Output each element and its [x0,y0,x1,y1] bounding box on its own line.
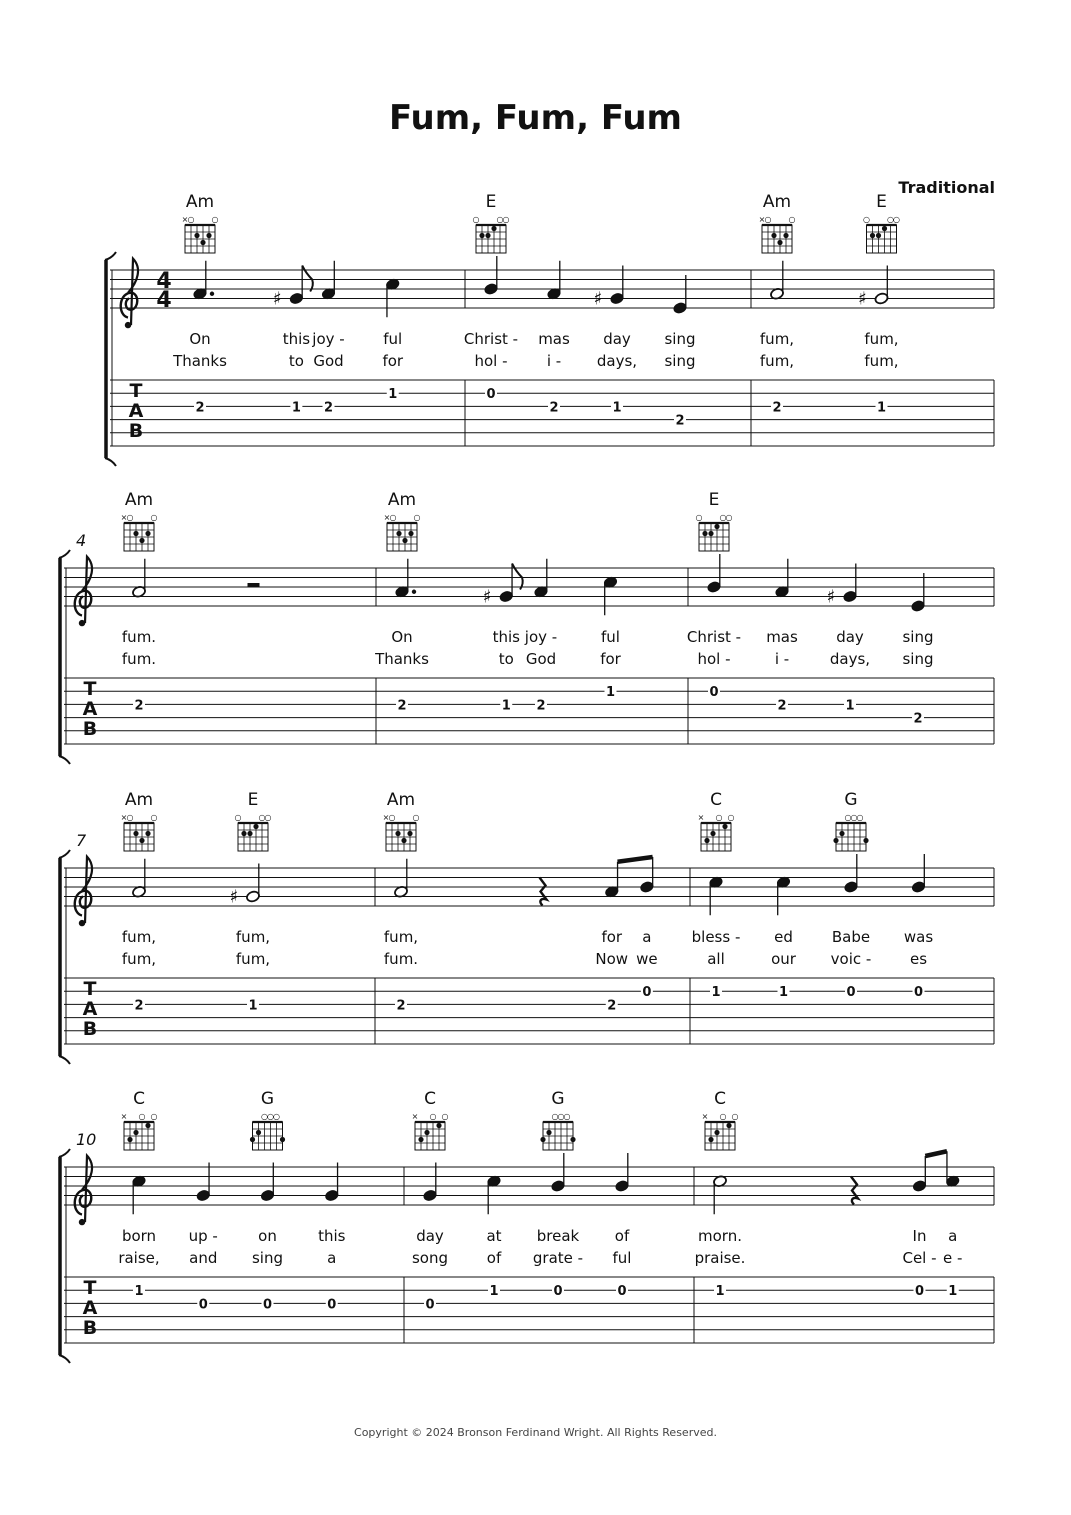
treble-clef-dot [79,920,85,926]
chord-string-mark: ○ [551,1112,559,1121]
time-signature-bottom: 4 [156,288,172,313]
chord-finger-dot [280,1137,285,1142]
chord-name: C [424,1089,436,1109]
lyric-syllable: raise, [118,1249,160,1267]
chord-finger-dot [424,1130,429,1135]
chord-string-mark: ○ [764,215,772,224]
lyric-syllable: God [313,352,344,370]
lyric-syllable: was [903,928,934,946]
lyric-syllable: In [912,1227,927,1245]
lyric-syllable: day [603,330,631,348]
tab-fret-number: 1 [715,1284,725,1300]
chord-string-mark: ○ [234,813,242,822]
chord-name: E [485,192,497,212]
note-flag [512,564,523,590]
lyric-syllable: to [498,650,514,668]
lyric-syllable: to [288,352,304,370]
lyric-syllable: fum. [121,650,157,668]
chord-finger-dot [708,1137,713,1142]
chord-string-mark: ○ [261,1112,268,1121]
chord-string-mark: ○ [472,215,480,224]
chord-string-mark: × [701,1112,709,1121]
lyric-syllable: fum. [383,950,419,968]
lyric-syllable: fum, [864,330,899,348]
chord-string-mark: ○ [893,215,900,224]
tab-fret-number: 1 [711,985,721,1001]
chord-name: C [133,1089,145,1109]
lyric-syllable: this [282,330,311,348]
bracket-bottom-hook [59,1056,70,1064]
chord-name: G [551,1089,565,1109]
lyric-syllable: Thanks [375,650,429,668]
lyric-syllable: sing [664,352,696,370]
lyric-syllable: a [948,1227,958,1245]
chord-finger-dot [833,838,838,843]
chord-name: E [708,490,720,510]
lyric-syllable: God [525,650,557,668]
lyric-syllable: morn. [698,1227,742,1245]
bracket-bottom-hook [105,458,116,466]
chord-name: Am [124,790,154,810]
chord-finger-dot [783,233,788,238]
chord-finger-dot [402,538,407,543]
lyric-syllable: Christ - [463,330,519,348]
chord-string-mark: × [382,813,390,822]
lyric-syllable: mas [766,628,798,646]
lyric-syllable: praise. [694,1249,746,1267]
chord-finger-dot [710,831,715,836]
lyric-syllable: fum. [121,628,157,646]
lyric-syllable: ed [774,928,793,946]
chord-finger-dot [401,838,406,843]
chord-name: G [260,1089,275,1109]
tab-fret-number: 1 [388,387,398,403]
lyric-syllable: Babe [831,928,871,946]
chord-finger-dot [418,1137,423,1142]
augmentation-dot [210,292,214,296]
chord-string-mark: ○ [441,1112,449,1121]
lyric-syllable: e - [943,1249,963,1267]
lyric-syllable: born [121,1227,157,1245]
lyric-syllable: bless - [691,928,741,946]
tab-fret-number: 2 [323,400,334,416]
chord-string-mark: ○ [856,813,864,822]
chord-string-mark: ○ [557,1112,565,1121]
lyric-syllable: sing [902,650,934,668]
lyric-syllable: fum, [235,928,271,946]
chord-name: G [844,790,858,810]
chord-string-mark: ○ [138,1112,146,1121]
chord-string-mark: ○ [719,513,727,522]
chord-string-mark: ○ [887,215,894,224]
lyric-syllable: Thanks [173,352,227,370]
lyric-syllable: all [707,950,725,968]
chord-string-mark: ○ [126,513,134,522]
treble-clef-stem [82,557,92,624]
lyric-syllable: mas [538,330,570,348]
tab-fret-number: 1 [248,998,258,1014]
chord-finger-dot [145,1123,150,1128]
treble-clef-stem [128,259,138,326]
tab-clef-letter: B [82,1317,98,1339]
chord-name: E [247,790,259,810]
lyric-syllable: break [536,1227,580,1245]
lyric-syllable: day [416,1227,444,1245]
sharp-sign: ♯ [593,288,603,310]
chord-finger-dot [241,831,246,836]
chord-finger-dot [491,226,496,231]
chord-finger-dot [145,831,150,836]
tab-fret-number: 2 [134,998,144,1014]
lyric-syllable: ful [601,628,620,646]
chord-finger-dot [702,531,707,536]
lyric-syllable: this [492,628,520,646]
note-flag [302,266,313,292]
tab-fret-number: 2 [397,698,407,714]
measure-number: 10 [76,1130,97,1149]
lyric-syllable: a [642,928,652,946]
chord-name: Am [387,490,417,510]
lyric-syllable: up - [188,1227,218,1245]
chord-string-mark: ○ [267,1112,274,1121]
tab-fret-number: 1 [876,400,887,416]
tab-fret-number: 0 [913,985,924,1001]
lyric-syllable: ful [612,1249,632,1267]
quarter-rest [851,1177,858,1205]
chord-finger-dot [408,531,413,536]
chord-string-mark: ○ [563,1112,571,1121]
sharp-sign: ♯ [482,586,492,608]
chord-name: Am [762,192,792,212]
tab-clef-letter: T [83,978,97,1000]
chord-string-mark: ○ [413,513,421,522]
chord-string-mark: ○ [850,813,858,822]
composer-credit: Traditional [898,178,995,197]
chord-string-mark: ○ [412,813,420,822]
tab-clef-letter: T [83,678,97,700]
lyric-syllable: at [486,1227,502,1245]
chord-finger-dot [396,531,401,536]
lyric-syllable: Now [595,950,629,968]
lyric-syllable: song [411,1249,449,1267]
chord-string-mark: ○ [496,215,504,224]
chord-string-mark: ○ [388,813,396,822]
treble-clef-dot [79,620,85,626]
chord-string-mark: ○ [715,813,723,822]
chord-finger-dot [133,1130,138,1135]
tab-clef-letter: T [129,380,143,402]
treble-clef-curl [75,891,92,916]
chord-finger-dot [570,1137,575,1142]
treble-clef-dot [79,1219,85,1225]
chord-string-mark: ○ [725,513,733,522]
lyric-syllable: On [391,628,413,646]
lyric-syllable: fum, [121,928,157,946]
lyric-syllable: fum, [121,950,157,968]
tab-fret-number: 1 [605,685,616,701]
tab-fret-number: 0 [198,1297,208,1313]
tab-clef-letter: B [128,420,144,442]
lyric-syllable: Cel - [902,1249,937,1267]
time-signature-top: 4 [156,269,172,294]
lyric-syllable: grate - [532,1249,584,1267]
augmentation-dot [412,590,416,594]
lyric-syllable: of [614,1227,630,1245]
sharp-sign: ♯ [273,288,282,310]
tab-fret-number: 0 [642,985,652,1001]
half-rest [248,583,260,587]
lyric-syllable: we [636,950,658,968]
lyric-syllable: fum, [383,928,419,946]
chord-string-mark: ○ [150,513,158,522]
chord-string-mark: × [120,1112,128,1121]
tab-clef-letter: B [82,1018,98,1040]
tab-fret-number: 0 [617,1284,627,1300]
chord-string-mark: ○ [273,1112,280,1121]
chord-string-mark: ○ [258,813,266,822]
chord-finger-dot [714,1130,719,1135]
chord-string-mark: × [758,215,766,224]
system-3 [59,790,994,1064]
tab-fret-number: 1 [948,1284,958,1300]
chord-name: C [714,1089,726,1109]
tab-fret-number: 2 [549,400,559,416]
chord-finger-dot [726,1123,731,1128]
tab-fret-number: 1 [845,698,855,714]
tab-fret-number: 2 [536,698,546,714]
tab-fret-number: 0 [846,985,856,1001]
lyric-syllable: fum, [759,352,795,370]
tab-fret-number: 2 [607,998,617,1014]
chord-string-mark: ○ [788,215,796,224]
chord-finger-dot [407,831,412,836]
tab-fret-number: 1 [134,1284,144,1300]
treble-clef-stem [82,857,92,924]
chord-name: C [710,790,722,810]
lyric-syllable: joy - [524,628,558,646]
tab-fret-number: 0 [914,1284,925,1300]
chord-string-mark: × [383,513,391,522]
system-1 [105,192,994,466]
chord-string-mark: ○ [695,513,703,522]
note-beam [925,1151,947,1156]
tab-fret-number: 0 [262,1297,273,1313]
chord-finger-dot [250,1137,255,1142]
tab-fret-number: 2 [772,400,782,416]
quarter-rest [540,878,547,906]
tab-fret-number: 1 [778,985,789,1001]
lyric-syllable: joy - [312,330,345,348]
tab-clef-letter: A [128,400,144,422]
tab-clef-letter: A [82,998,98,1020]
tab-fret-number: 2 [777,698,787,714]
chord-string-mark: × [120,513,128,522]
lyric-syllable: a [327,1249,337,1267]
chord-finger-dot [200,240,205,245]
chord-name: Am [386,790,416,810]
chord-string-mark: ○ [727,813,735,822]
chord-string-mark: ○ [863,215,870,224]
tab-fret-number: 2 [913,711,923,727]
tab-fret-number: 0 [486,387,496,403]
chord-finger-dot [704,838,709,843]
chord-string-mark: × [120,813,128,822]
chord-string-mark: ○ [126,813,134,822]
chord-finger-dot [139,838,144,843]
chord-string-mark: ○ [719,1112,727,1121]
chord-finger-dot [485,233,490,238]
chord-string-mark: ○ [844,813,852,822]
tab-fret-number: 1 [489,1284,499,1300]
treble-clef-dot [125,322,131,328]
lyric-syllable: day [836,628,864,646]
chord-finger-dot [863,838,868,843]
bracket-top-hook [59,550,70,558]
lyric-syllable: fum, [235,950,271,968]
treble-clef-stem [82,1156,92,1223]
tab-fret-number: 1 [291,400,301,416]
chord-finger-dot [708,531,713,536]
treble-clef-curl [75,1190,92,1215]
chord-string-mark: ○ [150,813,158,822]
tab-clef-letter: A [82,698,98,720]
tab-fret-number: 2 [675,413,685,429]
chord-string-mark: × [697,813,705,822]
chord-string-mark: ○ [389,513,397,522]
chord-finger-dot [882,226,887,231]
chord-string-mark: ○ [150,1112,158,1121]
tab-clef-letter: T [83,1277,97,1299]
chord-string-mark: × [181,215,189,224]
chord-finger-dot [206,233,211,238]
tab-fret-number: 0 [553,1284,563,1300]
tab-clef-letter: B [82,718,98,740]
lyric-syllable: this [318,1227,346,1245]
tab-fret-number: 2 [195,400,205,416]
measure-number: 4 [76,531,87,550]
lyric-syllable: sing [664,330,696,348]
lyric-syllable: i - [774,650,790,668]
chord-finger-dot [540,1137,545,1142]
lyric-syllable: On [189,330,211,348]
copyright-notice: Copyright © 2024 Bronson Ferdinand Wright. All Rights Reserved. [354,1426,717,1439]
tab-fret-number: 0 [709,685,719,701]
chord-finger-dot [479,233,484,238]
chord-finger-dot [839,831,844,836]
bracket-bottom-hook [59,756,70,764]
chord-string-mark: ○ [731,1112,739,1121]
chord-finger-dot [395,831,400,836]
tab-fret-number: 1 [612,400,622,416]
chord-string-mark: ○ [187,215,195,224]
chord-finger-dot [133,831,138,836]
lyric-syllable: for [600,650,621,668]
chord-finger-dot [771,233,776,238]
tab-fret-number: 1 [501,698,511,714]
chord-string-mark: ○ [429,1112,437,1121]
lyric-syllable: i - [546,352,562,370]
lyric-syllable: sing [251,1249,284,1267]
chord-finger-dot [127,1137,132,1142]
chord-finger-dot [714,524,719,529]
lyric-syllable: of [486,1249,502,1267]
lyric-syllable: sing [902,628,934,646]
lyric-syllable: days, [829,650,871,668]
chord-string-mark: × [411,1112,419,1121]
chord-finger-dot [133,531,138,536]
lyric-syllable: on [258,1227,277,1245]
chord-finger-dot [870,233,875,238]
chord-finger-dot [145,531,150,536]
sharp-sign: ♯ [826,586,836,608]
lyric-syllable: ful [383,330,403,348]
lyric-syllable: days, [596,352,638,370]
lyric-syllable: voic - [830,950,872,968]
lyric-syllable: hol - [697,650,731,668]
chord-finger-dot [722,824,727,829]
tab-clef-letter: A [82,1297,98,1319]
chord-name: Am [124,490,154,510]
tab-fret-number: 0 [425,1297,435,1313]
tab-fret-number: 0 [327,1297,337,1313]
bracket-top-hook [105,252,116,260]
system-4 [59,1089,994,1363]
tab-fret-number: 2 [396,998,406,1014]
lyric-syllable: and [189,1249,218,1267]
lyric-syllable: for [382,352,404,370]
lyric-syllable: fum, [864,352,899,370]
lyric-syllable: for [601,928,623,946]
treble-clef-curl [75,591,92,616]
treble-clef-curl [121,293,138,318]
chord-string-mark: ○ [502,215,510,224]
lyric-syllable: hol - [474,352,508,370]
chord-finger-dot [253,824,258,829]
score-title: Fum, Fum, Fum [388,98,682,138]
chord-name: E [876,192,887,212]
chord-name: Am [185,192,215,212]
tab-fret-number: 2 [134,698,144,714]
sharp-sign: ♯ [229,886,239,908]
lyric-syllable: Christ - [686,628,742,646]
chord-finger-dot [256,1130,261,1135]
lyric-syllable: fum, [759,330,795,348]
sharp-sign: ♯ [858,288,867,310]
chord-finger-dot [139,538,144,543]
chord-finger-dot [194,233,199,238]
lyric-syllable: es [909,950,928,968]
chord-string-mark: ○ [264,813,272,822]
measure-number: 7 [76,831,87,850]
chord-string-mark: ○ [211,215,219,224]
chord-finger-dot [876,233,881,238]
lyric-syllable: our [771,950,796,968]
chord-finger-dot [777,240,782,245]
bracket-top-hook [59,1149,70,1157]
chord-finger-dot [546,1130,551,1135]
note-beam [618,857,653,862]
bracket-bottom-hook [59,1355,70,1363]
chord-finger-dot [247,831,252,836]
chord-finger-dot [436,1123,441,1128]
system-2 [59,490,994,764]
bracket-top-hook [59,850,70,858]
